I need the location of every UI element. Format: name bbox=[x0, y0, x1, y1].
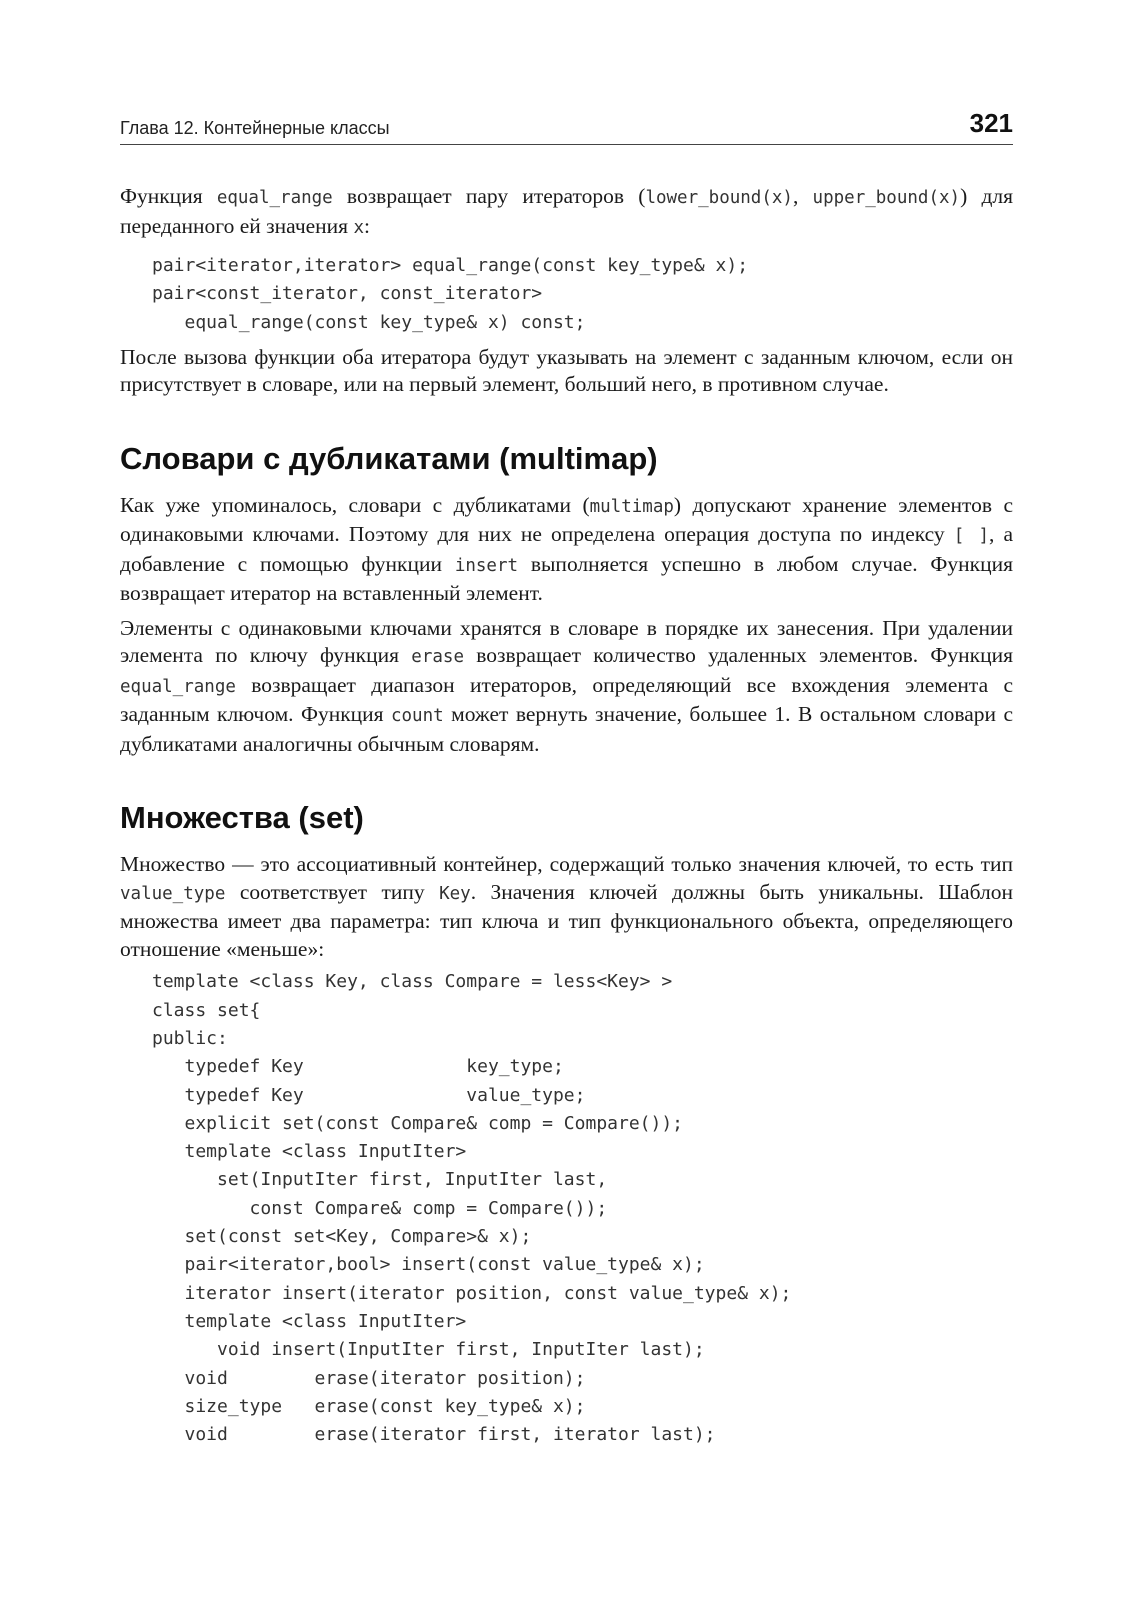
text-run: : bbox=[364, 213, 370, 238]
inline-code: value_type bbox=[120, 883, 226, 904]
inline-code: equal_range bbox=[120, 676, 236, 697]
chapter-title: Глава 12. Контейнерные классы bbox=[120, 118, 390, 138]
inline-code: upper_bound(x) bbox=[812, 188, 961, 208]
text-run: ) допускают хранение элементов с одинаковыми ключами. Поэтому для них не определена операция доступа по индексу bbox=[120, 492, 1013, 547]
inline-code: lower_bound(x) bbox=[645, 188, 793, 208]
text-run: Множество — это ассоциативный контейнер, содержащий только значения ключей, то есть тип bbox=[120, 852, 1013, 877]
paragraph-after-call: После вызова функции оба итератора будут указывать на элемент с заданным ключом, если он присутствует в словаре, или на первый элемент, больший него, в противном случае. bbox=[120, 344, 1013, 397]
text-run: ) для переданного ей значения bbox=[120, 184, 1013, 238]
text-run: . Значения ключей должны быть уникальны. Шаблон множества имеет два параметра: тип ключа и тип функционального объекта, определяющего отношение «меньше»: bbox=[120, 879, 1013, 961]
text-run: возвращает пару итераторов ( bbox=[332, 184, 646, 208]
inline-code: equal_range bbox=[216, 188, 333, 208]
text-run: , а добавление с помощью функции bbox=[120, 522, 1013, 576]
text-run: Функция bbox=[120, 184, 217, 208]
text-run: , bbox=[792, 184, 813, 208]
heading-multimap: Словари с дубликатами (multimap) bbox=[120, 440, 658, 476]
heading-set: Множества (set) bbox=[120, 800, 364, 836]
text-run: выполняется успешно в любом случае. Функция возвращает итератор на вставленный элемент. bbox=[120, 551, 1013, 606]
running-header bbox=[120, 108, 1013, 145]
inline-code: [ ] bbox=[953, 526, 990, 547]
text-run: соответствует типу bbox=[225, 879, 440, 904]
inline-code: x bbox=[353, 217, 364, 238]
text-run: возвращает количество удаленных элементов. Функция bbox=[463, 643, 1014, 668]
paragraph-set-intro bbox=[120, 851, 1013, 963]
text-run: может вернуть значение, большее 1. В остальном словари с дубликатами аналогичны обычным словарям. bbox=[120, 702, 1013, 756]
inline-code: multimap bbox=[589, 496, 674, 517]
paragraph-equal-range bbox=[120, 183, 1013, 242]
inline-code: count bbox=[390, 706, 444, 727]
paragraph-multimap-intro bbox=[120, 492, 1013, 608]
paragraph-multimap-details bbox=[120, 615, 1013, 759]
page-content bbox=[120, 183, 1013, 1449]
code-block-set-template: template <class Key, class Compare = less<Key> > class set{ public: typedef Key key_type; typedef Key value_type; explicit set(const Compare& comp = Compare()); template <class InputIter> set(InputIter first, InputIter last, const Compare& comp = Compare()); set(const set<Key, Compare>& x); pair<iterator,bool> insert(const value_type& x); iterator insert(iterator position, const value_type& x); template <class InputIter> void insert(InputIter first, InputIter last); void erase(iterator position); size_type erase(const key_type& x); void erase(iterator first, iterator last); bbox=[152, 971, 792, 1446]
text-run: возвращает диапазон итераторов, определяющий все вхождения элемента с заданным ключом. Функция bbox=[120, 672, 1013, 727]
text-run: Элементы с одинаковыми ключами хранятся в словаре в порядке их занесения. При удалении элемента по ключу функция bbox=[120, 615, 1013, 668]
inline-code: Key bbox=[439, 883, 471, 904]
inline-code: erase bbox=[411, 647, 464, 668]
page-number: 321 bbox=[969, 108, 1013, 138]
text-run: Как уже упоминалось, словари с дубликатами ( bbox=[120, 492, 590, 517]
inline-code: insert bbox=[454, 555, 519, 576]
code-block-equal-range: pair<iterator,iterator> equal_range(const key_type& x); pair<const_iterator, const_iterator> equal_range(const key_type& x) const; bbox=[152, 255, 749, 333]
